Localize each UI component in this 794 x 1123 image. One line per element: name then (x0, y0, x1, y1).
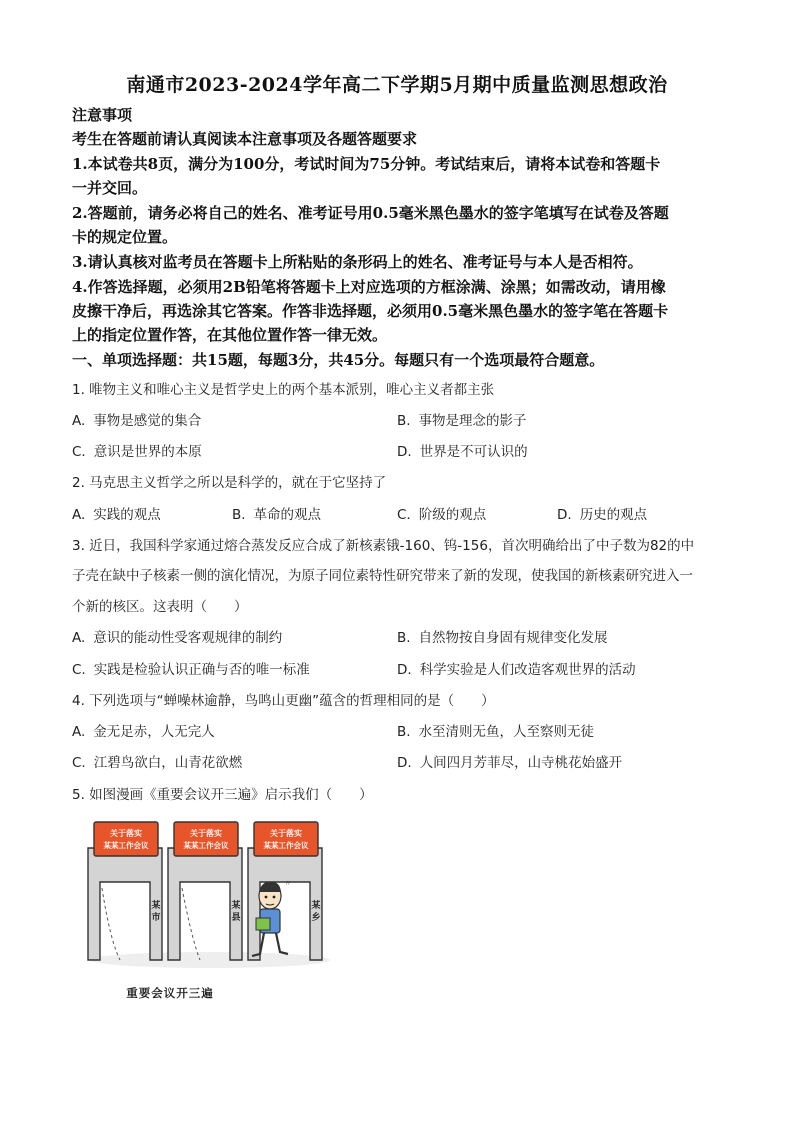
notice-item-2-line-1: 2.答题前，请务必将自己的姓名、准考证号用0.5毫米黑色墨水的签字笔填写在试卷及答题 (72, 204, 669, 222)
notice-item-4-line-1: 4.作答选择题，必须用2B铅笔将答题卡上对应选项的方框涂满、涂黑；如需改动，请用橡 (72, 278, 666, 296)
option-text: 事物是感觉的集合 (93, 413, 202, 429)
option-text: 世界是不可认识的 (419, 444, 528, 460)
option-label: A. (72, 630, 86, 646)
question-3-stem-line-3: 个新的核区。这表明（ ） (72, 599, 248, 615)
option-label: C. (397, 507, 411, 523)
option-text: 实践的观点 (93, 507, 161, 523)
option-text: 阶级的观点 (418, 507, 487, 523)
question-5-stem: 5. 如图漫画《重要会议开三遍》启示我们（ ） (72, 787, 373, 803)
notice-item-3: 3.请认真核对监考员在答题卡上所粘贴的条形码上的姓名、准考证号与本人是否相符。 (72, 253, 643, 271)
option-label: B. (397, 413, 411, 429)
folder (256, 918, 270, 930)
option-label: D. (397, 662, 412, 678)
question-1-option-d (397, 441, 528, 463)
question-3-stem-line-2: 子壳在缺中子核素一侧的演化情况，为原子同位素特性研究带来了新的发现，使我国的新核素研究进入一 (72, 568, 693, 584)
option-text: 事物是理念的影子 (418, 413, 527, 429)
door-sign (94, 822, 158, 856)
option-label: A. (72, 724, 86, 740)
option-text: 革命的观点 (253, 507, 322, 523)
notice-item-1-line-1: 1.本试卷共8页，满分为100分，考试时间为75分钟。考试结束后，请将本试卷和答题卡 (72, 155, 661, 173)
option-text: 自然物按自身固有规律变化发展 (418, 630, 608, 646)
question-3-option-c (72, 659, 310, 681)
notice-item-4-line-2: 皮擦干净后，再选涂其它答案。作答非选择题，必须用0.5毫米黑色墨水的签字笔在答题卡 (72, 302, 669, 320)
notice-intro: 考生在答题前请认真阅读本注意事项及各题答题要求 (72, 130, 418, 148)
sign-line-1: 关于落实 (270, 829, 302, 838)
question-3-option-b (397, 627, 608, 649)
question-2-option-a (72, 504, 161, 526)
option-label: D. (557, 507, 572, 523)
sign-line-1: 关于落实 (110, 829, 142, 838)
door-label-char-1: 某 (151, 901, 161, 911)
sweat-mark: 〃 (284, 879, 292, 888)
option-label: D. (397, 444, 412, 460)
option-text: 科学实验是人们改造客观世界的活动 (419, 662, 636, 678)
option-label: B. (397, 630, 411, 646)
door-label-char-1: 某 (311, 901, 321, 911)
option-text: 意识是世界的本原 (93, 444, 202, 460)
question-4-option-b (397, 721, 594, 743)
sign-line-2: 某某工作会议 (263, 841, 309, 850)
section-heading: 一、单项选择题：共15题，每题3分，共45分。每题只有一个选项最符合题意。 (72, 351, 605, 369)
door-label-char-2: 县 (231, 913, 241, 923)
question-1-option-a (72, 410, 201, 432)
question-2-option-b (232, 504, 321, 526)
notice-heading: 注意事项 (72, 106, 133, 124)
option-label: A. (72, 413, 86, 429)
question-1-option-b (397, 410, 527, 432)
option-label: C. (72, 444, 86, 460)
door-label-char-1: 某 (231, 901, 241, 911)
question-4-option-c (72, 752, 242, 774)
question-4-stem: 4. 下列选项与“蝉噪林逾静，鸟鸣山更幽”蕴含的哲理相同的是（ ） (72, 693, 495, 709)
option-text: 水至清则无鱼，人至察则无徒 (418, 724, 595, 740)
question-1-option-c (72, 441, 202, 463)
notice-item-4-line-3: 上的指定位置作答，在其他位置作答一律无效。 (72, 326, 388, 344)
question-4-option-d (397, 752, 622, 774)
cartoon-illustration (80, 820, 340, 980)
door-label-char-2: 乡 (311, 913, 321, 923)
door-township (248, 822, 322, 960)
option-text: 意识的能动性受客观规律的制约 (93, 630, 283, 646)
sign-line-2: 某某工作会议 (183, 841, 229, 850)
option-label: B. (232, 507, 246, 523)
question-1-stem: 1. 唯物主义和唯心主义是哲学史上的两个基本派别，唯心主义者都主张 (72, 382, 495, 398)
exam-title: 南通市2023-2024学年高二下学期5月期中质量监测思想政治 (126, 74, 668, 96)
option-text: 历史的观点 (579, 507, 648, 523)
question-3-stem-line-1: 3. 近日，我国科学家通过熔合蒸发反应合成了新核素锇-160、钨-156，首次明确给出了中子数为82的中 (72, 538, 695, 554)
question-2-option-d (557, 504, 647, 526)
option-label: A. (72, 507, 86, 523)
door-label-char-2: 市 (151, 913, 161, 923)
door-county (168, 822, 242, 960)
option-text: 实践是检验认识正确与否的唯一标准 (93, 662, 310, 678)
option-label: C. (72, 755, 86, 771)
option-text: 江碧鸟欲白，山青花欲燃 (93, 755, 243, 771)
door-sign (254, 822, 318, 856)
question-4-option-a (72, 721, 215, 743)
option-label: C. (72, 662, 86, 678)
option-text: 人间四月芳菲尽，山寺桃花始盛开 (419, 755, 623, 771)
option-text: 金无足赤，人无完人 (93, 724, 215, 740)
sign-line-2: 某某工作会议 (103, 841, 149, 850)
door-sign (174, 822, 238, 856)
ground-shadow (90, 952, 330, 968)
notice-item-2-line-2: 卡的规定位置。 (72, 228, 178, 246)
question-2-stem: 2. 马克思主义哲学之所以是科学的，就在于它坚持了 (72, 475, 387, 491)
question-2-option-c (397, 504, 486, 526)
question-3-option-d (397, 659, 636, 681)
door-city (88, 822, 162, 960)
sign-line-1: 关于落实 (190, 829, 222, 838)
option-label: B. (397, 724, 411, 740)
notice-item-1-line-2: 一并交回。 (72, 179, 148, 197)
option-label: D. (397, 755, 412, 771)
question-3-option-a (72, 627, 282, 649)
cartoon-caption: 重要会议开三遍 (126, 986, 214, 1000)
